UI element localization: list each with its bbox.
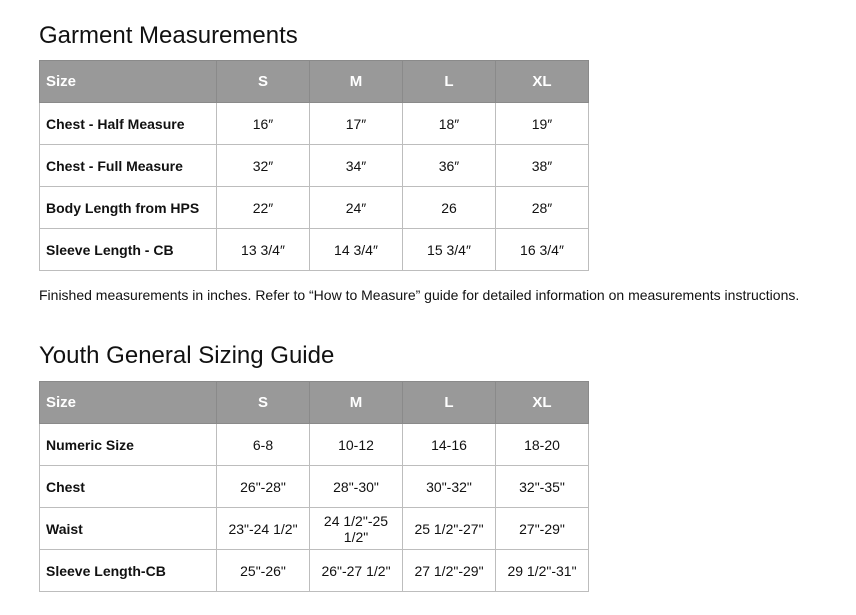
table-row bbox=[40, 103, 589, 145]
row-label: Waist bbox=[40, 508, 217, 550]
garment-measurements-table bbox=[39, 60, 589, 271]
table-cell: 38″ bbox=[496, 145, 589, 187]
header-m: M bbox=[310, 382, 403, 424]
garment-measurements-title: Garment Measurements bbox=[39, 22, 298, 49]
table-cell: 10-12 bbox=[310, 424, 403, 466]
table-cell: 6-8 bbox=[217, 424, 310, 466]
table-row bbox=[40, 424, 589, 466]
row-label: Sleeve Length-CB bbox=[40, 550, 217, 592]
table-row bbox=[40, 145, 589, 187]
table-cell: 24 1/2"-25 1/2" bbox=[310, 508, 403, 550]
table-cell: 34″ bbox=[310, 145, 403, 187]
table-cell: 32"-35" bbox=[496, 466, 589, 508]
table-cell: 14 3/4″ bbox=[310, 229, 403, 271]
youth-sizing-title: Youth General Sizing Guide bbox=[39, 342, 335, 369]
table-cell: 30"-32" bbox=[403, 466, 496, 508]
table-cell: 25 1/2"-27" bbox=[403, 508, 496, 550]
header-xl: XL bbox=[496, 61, 589, 103]
header-xl: XL bbox=[496, 382, 589, 424]
row-label: Body Length from HPS bbox=[40, 187, 217, 229]
table-cell: 28"-30" bbox=[310, 466, 403, 508]
row-label: Sleeve Length - CB bbox=[40, 229, 217, 271]
table-cell: 18-20 bbox=[496, 424, 589, 466]
table-cell: 19″ bbox=[496, 103, 589, 145]
table-cell: 16″ bbox=[217, 103, 310, 145]
header-l: L bbox=[403, 61, 496, 103]
table-cell: 27"-29" bbox=[496, 508, 589, 550]
table-cell: 26"-27 1/2" bbox=[310, 550, 403, 592]
table-cell: 14-16 bbox=[403, 424, 496, 466]
table-cell: 18″ bbox=[403, 103, 496, 145]
table-cell: 26 bbox=[403, 187, 496, 229]
table-cell: 17″ bbox=[310, 103, 403, 145]
table-cell: 32″ bbox=[217, 145, 310, 187]
table-cell: 36″ bbox=[403, 145, 496, 187]
table-cell: 22″ bbox=[217, 187, 310, 229]
table-row bbox=[40, 466, 589, 508]
table-cell: 28″ bbox=[496, 187, 589, 229]
measurements-note: Finished measurements in inches. Refer to “How to Measure” guide for detailed information on measurements instructions. bbox=[39, 287, 800, 303]
header-s: S bbox=[217, 382, 310, 424]
table-cell: 16 3/4″ bbox=[496, 229, 589, 271]
header-size: Size bbox=[40, 61, 217, 103]
table-cell: 26"-28" bbox=[217, 466, 310, 508]
table-row bbox=[40, 550, 589, 592]
header-size: Size bbox=[40, 382, 217, 424]
table-cell: 27 1/2"-29" bbox=[403, 550, 496, 592]
table-cell: 29 1/2"-31" bbox=[496, 550, 589, 592]
row-label: Chest - Half Measure bbox=[40, 103, 217, 145]
row-label: Chest bbox=[40, 466, 217, 508]
table-cell: 25"-26" bbox=[217, 550, 310, 592]
header-l: L bbox=[403, 382, 496, 424]
table-row bbox=[40, 508, 589, 550]
row-label: Numeric Size bbox=[40, 424, 217, 466]
table-cell: 15 3/4″ bbox=[403, 229, 496, 271]
table-cell: 24″ bbox=[310, 187, 403, 229]
table-row bbox=[40, 229, 589, 271]
table-header-row bbox=[40, 61, 589, 103]
youth-sizing-table bbox=[39, 381, 589, 592]
table-cell: 13 3/4″ bbox=[217, 229, 310, 271]
table-row bbox=[40, 187, 589, 229]
header-s: S bbox=[217, 61, 310, 103]
header-m: M bbox=[310, 61, 403, 103]
row-label: Chest - Full Measure bbox=[40, 145, 217, 187]
table-cell: 23"-24 1/2" bbox=[217, 508, 310, 550]
table-header-row bbox=[40, 382, 589, 424]
